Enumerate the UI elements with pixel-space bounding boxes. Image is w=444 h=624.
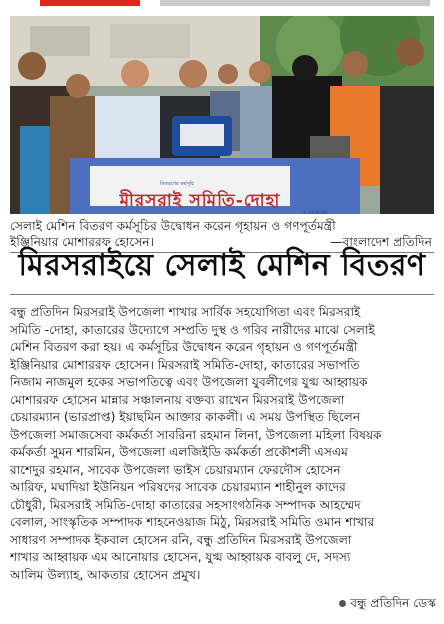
news-photo <box>10 16 434 214</box>
article-line: চৌধুরী, মিরসরাই সমিতি-দোহা কাতারের সহসাংগঠনিক সম্পাদক আহম্মেদ <box>10 497 361 512</box>
signoff <box>339 595 436 613</box>
banner-title: মীরসরাই সমিতি-দোহা <box>119 191 281 211</box>
article-line: নিজাম নাজমুল হকের সভাপতিত্বে এবং উপজেলা যুবলীগের যুগ্ম আহ্বায়ক <box>10 375 368 389</box>
top-gray-strip <box>160 0 430 6</box>
article-body <box>10 304 436 584</box>
article-line: উপজেলা সমাজসেবা কর্মকর্তা সাবরিনা রহমান লিনা, উপজেলা মহিলা বিষয়ক <box>10 427 382 442</box>
bullet-icon <box>339 600 346 607</box>
article-line: মোশাররফ হোসেন মান্নার সঞ্চালনায় বক্তব্য রাখেন মিরসরাই উপজেলা <box>10 392 345 407</box>
caption-line-2: ইঞ্জিনিয়ার মোশাররফ হোসেন। <box>10 235 154 249</box>
article-line: শাখার আহ্বায়ক এম আনোয়ার হোসেন, যুগ্ম আহ্বায়ক বাবলু দে, সদস্য <box>10 550 351 564</box>
article-line: ইঞ্জিনিয়ার মোশাররফ হোসেন। মিরসরাই সমিতি-দোহা, কাতারের সভাপতি <box>10 357 360 372</box>
article-line: সাধারণ সম্পাদক ইকবাল হোসেন রনি, বন্ধু প্রতিদিন মিরসরাই উপজেলা <box>10 532 352 547</box>
top-red-strip <box>40 0 140 6</box>
article-line: বন্ধু প্রতিদিন মিরসরাই উপজেলা শাখার সার্বিক সহযোগিতা এবং মিরসরাই <box>10 305 361 319</box>
article-line: কর্মকর্তা সুমন শারমিন, উপজেলা এলজিইডি কর্মকর্তা প্রকৌশলী এসএম <box>10 445 348 459</box>
headline: মিরসরাইয়ে সেলাই মেশিন বিতরণ <box>18 248 426 283</box>
photo-credit: —বাংলাদেশ প্রতিদিন <box>330 235 432 249</box>
caption-line-1: সেলাই মেশিন বিতরণ কর্মসূচির উদ্বোধন করেন গৃহায়ন ও গণপূর্তমন্ত্রী <box>10 219 336 233</box>
top-color-bar <box>0 0 444 8</box>
headline-bottom-rule <box>10 294 434 295</box>
article-line: রাশেদুর রহমান, সাবেক উপজেলা ভাইস চেয়ারম্যান ফেরদৌস হোসেন <box>10 462 341 477</box>
article-line: আলিম উল্যাহ, আকতার হোসেন প্রমুখ। <box>10 567 201 582</box>
banner-top-text: বিতরণের কর্মসূচি <box>160 181 194 187</box>
banner-bottom-text: ও সাংস্কৃতিক <box>302 210 328 214</box>
article-line: আরিফ, মঘাদিয়া ইউনিয়ন পরিষদের সাবেক চেয়ারম্যান শাহীনুল কাদের <box>10 480 346 494</box>
signoff-text: বন্ধু প্রতিদিন ডেস্ক <box>350 596 436 610</box>
article-line: মেশিন বিতরণ করা হয়। এ কর্মসূচির উদ্বোধন করেন গৃহায়ন ও গণপূর্তমন্ত্রী <box>10 340 358 354</box>
article-line: বেলাল, সাংস্কৃতিক সম্পাদক শাহনেওয়াজ মিঠু, মিরসরাই সমিতি ওমান শাখার <box>10 515 375 529</box>
article-line: সমিতি -দোহা, কাতারের উদ্যোগে সম্প্রতি দুস্থ ও গরিব নারীদের মাঝে সেলাই <box>10 322 375 337</box>
article-line: চেয়ারম্যান (ভারপ্রাপ্ত) ইয়াছমিন আক্তার কাকলী। এ সময় উপস্থিত ছিলেন <box>10 410 361 424</box>
